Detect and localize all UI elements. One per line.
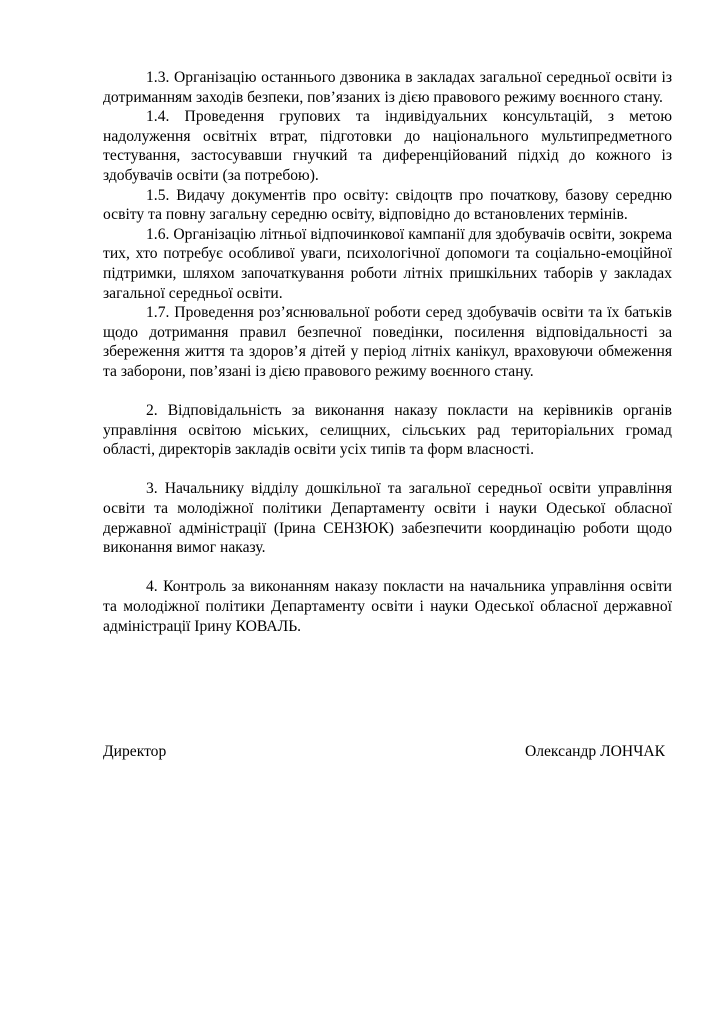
subitem-1-4: 1.4. Проведення групових та індивідуальних консультацій, з метою надолуження освітніх втрат, підготовки до національного мультипредметного тестування, застосувавши гнучкий та диференційований підхід до кожного із здобувачів освіти (за потребою). [103, 108, 672, 184]
subitem-1-7: 1.7. Проведення роз’яснювальної роботи серед здобувачів освіти та їх батьків щодо дотримання правил безпечної поведінки, посилення відповідальності за збереження життя та здоров’я дітей у період літніх канікул, враховуючи обмеження та заборони, пов’язані із дією правового режиму воєнного стану. [103, 304, 672, 380]
subitem-1-3: 1.3. Організацію останнього дзвоника в закладах загальної середньої освіти із дотриманням заходів безпеки, пов’язаних із дією правового режиму воєнного стану. [103, 69, 672, 106]
item-4: 4. Контроль за виконанням наказу покласти на начальника управління освіти та молодіжної політики Департаменту освіти і науки Одеської обласної державної адміністрації Ірину КОВАЛЬ. [103, 578, 672, 635]
signature-position: Директор [103, 743, 167, 760]
subitem-1-5: 1.5. Видачу документів про освіту: свідоцтв про початкову, базову середню освіту та повну загальну середню освіту, відповідно до встановлених термінів. [103, 186, 672, 224]
item-3: 3. Начальнику відділу дошкільної та загальної середньої освіти управління освіти та молодіжної політики Департаменту освіти і науки Одеської обласної державної адміністрації (Ірина СЕНЗЮК) забезпечити координацію роботи щодо виконання вимог наказу. [103, 480, 672, 557]
document-body [103, 68, 672, 636]
item-2: 2. Відповідальність за виконання наказу покласти на керівників органів управління освітою міських, селищних, сільських рад територіальних громад області, директорів закладів освіти усіх типів та форм власності. [103, 402, 672, 459]
subitem-1-6: 1.6. Організацію літньої відпочинкової кампанії для здобувачів освіти, зокрема тих, хто потребує особливої уваги, психологічної допомоги та соціально-емоційної підтримки, шляхом започаткування роботи літніх пришкільних таборів у закладах загальної середньої освіти. [103, 225, 672, 302]
signature-name: Олександр ЛОНЧАК [524, 743, 665, 760]
